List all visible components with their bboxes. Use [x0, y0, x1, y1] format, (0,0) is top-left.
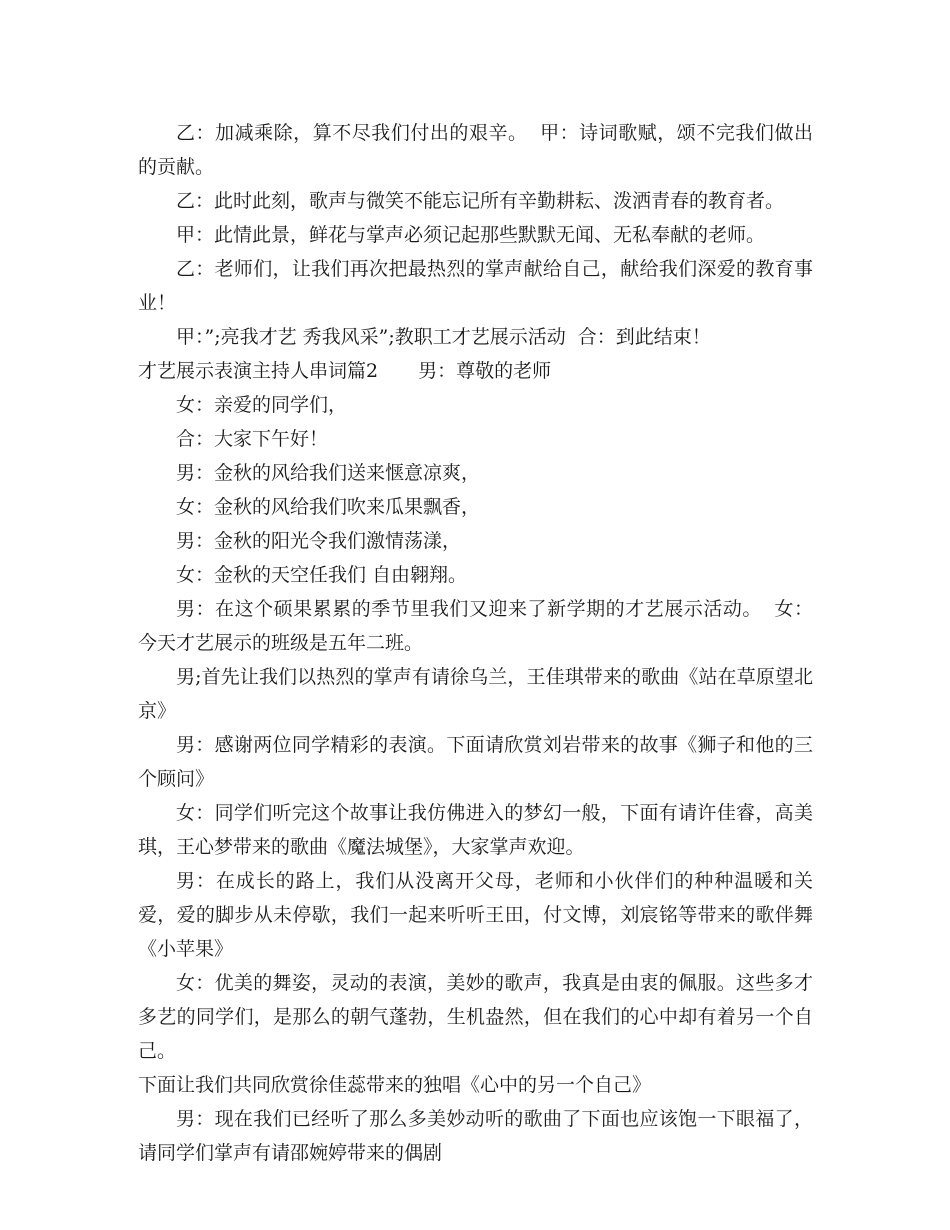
paragraph-19: 男：现在我们已经听了那么多美妙动听的歌曲了下面也应该饱一下眼福了，请同学们掌声有请邵婉婷带来的偶剧	[138, 1108, 813, 1164]
document-body	[138, 116, 813, 1170]
line-nv-class: 女：今天才艺展示的班级是五年二班。	[138, 598, 813, 654]
line-nan-greeting: 男：尊敬的老师	[418, 360, 552, 382]
paragraph-18: 女：优美的舞姿，灵动的表演，美妙的歌声，我真是由衷的佩服。这些多才多艺的同学们，是那么的朝气蓬勃，生机盎然，但在我们的心中却有着另一个自己。	[138, 972, 813, 1062]
paragraph-10: 女：金秋的风给我们吹来瓜果飘香，	[176, 496, 481, 518]
paragraph-9: 男：金秋的风给我们送来惬意凉爽，	[176, 462, 481, 484]
paragraph-17: 男：在成长的路上，我们从没离开父母，老师和小伙伴们的种种温暖和关爱，爱的脚步从未停歇，我们一起来听听王田，付文博，刘宸铭等带来的歌伴舞《小苹果》	[138, 870, 813, 960]
paragraph-2: 乙：此时此刻，歌声与微笑不能忘记所有辛勤耕耘、泼洒青春的教育者。	[176, 190, 785, 212]
line-yi-arithmetic: 乙：加减乘除，算不尽我们付出的艰辛。	[176, 122, 528, 144]
paragraph-12: 女：金秋的天空任我们 自由翱翔。	[176, 564, 468, 586]
paragraph-7: 女：亲爱的同学们，	[176, 394, 348, 416]
paragraph-8: 合：大家下午好！	[176, 428, 329, 450]
paragraph-6-section-heading	[138, 354, 813, 388]
paragraph-18-continued: 下面让我们共同欣赏徐佳蕊带来的独唱《心中的另一个自己》	[138, 1074, 652, 1096]
line-he-closing: 合：到此结束！	[577, 326, 711, 348]
line-jia-closing: 甲：”;亮我才艺 秀我风采”;教职工才艺展示活动	[176, 326, 566, 348]
paragraph-4: 乙：老师们，让我们再次把最热烈的掌声献给自己，献给我们深爱的教育事业！	[138, 258, 813, 314]
paragraph-13	[138, 592, 813, 660]
paragraph-1	[138, 116, 813, 184]
paragraph-16: 女：同学们听完这个故事让我仿佛进入的梦幻一般，下面有请许佳睿，高美琪，王心梦带来的歌曲《魔法城堡》，大家掌声欢迎。	[138, 802, 813, 858]
line-jia-poetry: 甲：诗词歌赋，颂不完我们做出的贡献。	[138, 122, 813, 178]
paragraph-5	[138, 320, 813, 354]
section-title: 才艺展示表演主持人串词篇2	[138, 360, 379, 382]
paragraph-11: 男：金秋的阳光令我们激情荡漾，	[176, 530, 462, 552]
line-nan-season: 男：在这个硕果累累的季节里我们又迎来了新学期的才艺展示活动。	[176, 598, 762, 620]
paragraph-15: 男：感谢两位同学精彩的表演。下面请欣赏刘岩带来的故事《狮子和他的三个顾问》	[138, 734, 813, 790]
paragraph-3: 甲：此情此景，鲜花与掌声必须记起那些默默无闻、无私奉献的老师。	[176, 224, 766, 246]
paragraph-14: 男;首先让我们以热烈的掌声有请徐乌兰，王佳琪带来的歌曲《站在草原望北京》	[138, 666, 813, 722]
